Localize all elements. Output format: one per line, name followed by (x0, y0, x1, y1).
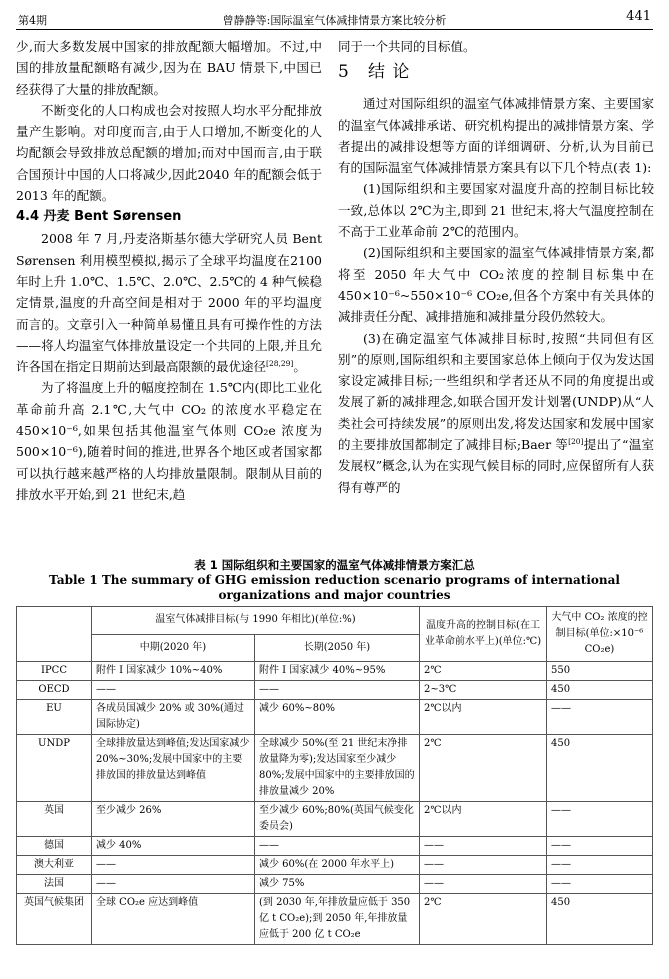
table-cell: —— (547, 837, 653, 856)
paragraph-text: 提出了“温室发展权”概念,认为在实现气候目标的同时,应保留所有人获得有尊严的 (338, 437, 654, 495)
table-cell: 减少 60%(在 2000 年水平上) (255, 856, 420, 875)
table-cell: 全球排放量达到峰值;发达国家减少 20%~30%;发展中国家中的主要排放国的排放量达到峰值 (92, 735, 255, 802)
paragraph (338, 328, 654, 498)
right-column (338, 36, 654, 498)
paragraph (16, 228, 322, 377)
section-number: 5 (338, 62, 350, 83)
header-temperature: 温度升高的控制目标(在工业革命前水平上)(单位:℃) (420, 607, 547, 662)
table-cell: 至少减少 60%;80%(英国气候变化委员会) (255, 802, 420, 837)
table-cell: 2℃ (420, 662, 547, 681)
table-cell: 附件 I 国家减少 10%~40% (92, 662, 255, 681)
table-cell: —— (547, 856, 653, 875)
table-cell: 2~3℃ (420, 681, 547, 700)
table-row (17, 681, 653, 700)
table-cell: 2℃ (420, 894, 547, 945)
table-caption-en-line: organizations and major countries (218, 588, 451, 602)
table-row (17, 856, 653, 875)
header-blank (17, 607, 92, 662)
table-row (17, 894, 653, 945)
page-number: 441 (626, 9, 651, 24)
header-midterm: 中期(2020 年) (92, 634, 255, 662)
paragraph: 通过对国际组织的温室气体减排情景方案、主要国家的温室气体减排承诺、研究机构提出的减排情景方案、学者提出的减排设想等方面的详细调研、分析,认为目前已有的国际温室气体减排情景方案具有以下几个特点(表 1): (338, 96, 654, 176)
table-cell: —— (255, 837, 420, 856)
header-reduction-target: 温室气体减排目标(与 1990 年相比)(单位:%) (92, 607, 420, 635)
table-cell: 450 (547, 681, 653, 700)
table-cell: (到 2030 年,年排放量应低于 350 亿 t CO₂e);到 2050 年,年排放量应低于 200 亿 t CO₂e (255, 894, 420, 945)
table-cell: 全球 CO₂e 应达到峰值 (92, 894, 255, 945)
row-label: 德国 (17, 837, 92, 856)
table-cell: 2℃以内 (420, 700, 547, 735)
scenario-table (16, 606, 653, 945)
table-cell: —— (255, 681, 420, 700)
citation-ref: [28,29] (266, 359, 294, 368)
table-caption-cn: 表 1 国际组织和主要国家的温室气体减排情景方案汇总 (194, 558, 475, 572)
paragraph-text: (3)在确定温室气体减排目标时,按照“共同但有区别”的原则,国际组织和主要国家总体上倾向于仅为发达国家设定减排目标;一些组织和学者还从不同的角度提出或发展了新的减排理念,如联合国开发计划署(UNDP)从“人类社会可持续发展”的原则出发,将发达国家和发展中国家的主要排放国都制定了减排目标;Baer 等 (338, 330, 654, 453)
table-cell: —— (92, 875, 255, 894)
table-cell: —— (547, 802, 653, 837)
paragraph: 少,而大多数发展中国家的排放配额大幅增加。不过,中国的排放量配额略有减少,因为在 BAU 情景下,中国已经获得了大量的排放配额。 (16, 39, 322, 97)
table-row (17, 802, 653, 837)
row-label: 英国气候集团 (17, 894, 92, 945)
row-label: 英国 (17, 802, 92, 837)
table-caption-en-line: Table 1 The summary of GHG emission reduction scenario programs of international (49, 573, 620, 587)
table-cell: 减少 60%~80% (255, 700, 420, 735)
table-body (17, 662, 653, 945)
row-label: 澳大利亚 (17, 856, 92, 875)
row-label: UNDP (17, 735, 92, 802)
table-cell: —— (420, 837, 547, 856)
table-cell: —— (420, 875, 547, 894)
paragraph-text: 2008 年 7 月,丹麦洛斯基尔德大学研究人员 Bent Sørensen 利用模型模拟,揭示了全球平均温度在2100 年时上升 1.0℃、1.5℃、2.0℃、2.5℃的 4 种气候稳定情景,温度的升高空间是相对于 2000 年的平均温度而言的。文章引入一种简单易懂且具有可操作性的方法——将人均温室气体排放量设定一个共同的上限,并且允许各国在指定日期前达到最高限额的最优途径 (16, 231, 322, 375)
table-row (17, 700, 653, 735)
paragraph: 同于一个共同的目标值。 (338, 39, 476, 54)
citation-ref: [20] (568, 436, 584, 446)
header-longterm: 长期(2050 年) (255, 634, 420, 662)
left-column (16, 36, 322, 505)
table-cell: 附件 I 国家减少 40%~95% (255, 662, 420, 681)
row-label: OECD (17, 681, 92, 700)
row-label: EU (17, 700, 92, 735)
paragraph: (1)国际组织和主要国家对温度升高的控制目标比较一致,总体以 2℃为主,即到 21 世纪末,将大气温度控制在不高于工业革命前 2℃的范围内。 (338, 181, 654, 240)
table-cell: —— (420, 856, 547, 875)
page-header (16, 9, 653, 27)
issue-label: 第4期 (18, 14, 47, 27)
table-cell: —— (547, 700, 653, 735)
table-cell: 减少 75% (255, 875, 420, 894)
table-cell: 450 (547, 735, 653, 802)
table-row (17, 837, 653, 856)
table-cell: —— (547, 875, 653, 894)
table-caption-en (16, 573, 653, 603)
table-cell: —— (92, 681, 255, 700)
paragraph: 为了将温度上升的幅度控制在 1.5℃内(即比工业化革命前升高 2.1℃,大气中 CO₂ 的浓度水平稳定在 450×10⁻⁶,如果包括其他温室气体则 CO₂e 浓度为 500×10⁻⁶),随着时间的推进,世界各个地区或者国家都可以执行越来越严格的人均排放量限制。限制从目前的排放水平开始,到 21 世纪末,趋 (16, 380, 322, 502)
table-row (17, 875, 653, 894)
table-cell: —— (92, 856, 255, 875)
paragraph-text: 。 (293, 359, 306, 375)
section-title: 结 论 (368, 62, 411, 83)
table-row (17, 662, 653, 681)
table-cell: 减少 40% (92, 837, 255, 856)
section-heading-5 (338, 57, 654, 87)
row-label: 法国 (17, 875, 92, 894)
row-label: IPCC (17, 662, 92, 681)
table-row (17, 735, 653, 802)
table-cell: 至少减少 26% (92, 802, 255, 837)
table-cell: 2℃ (420, 735, 547, 802)
table-cell: 全球减少 50%(至 21 世纪末净排放量降为零);发达国家至少减少 80%;发展中国家中的主要排放国的排放量减少 20% (255, 735, 420, 802)
table-cell: 550 (547, 662, 653, 681)
header-rule (16, 29, 653, 30)
table-cell: 2℃以内 (420, 802, 547, 837)
paragraph: (2)国际组织和主要国家的温室气体减排情景方案,都将至 2050 年大气中 CO₂浓度的控制目标集中在450×10⁻⁶~550×10⁻⁶ CO₂e,但各个方案中有关具体的减排责任分配、减排措施和减排量分段仍然较大。 (338, 245, 654, 325)
paragraph: 不断变化的人口构成也会对按照人均水平分配排放量产生影响。对印度而言,由于人口增加,不断变化的人均配额会导致排放总配额的增加;而对中国而言,由于联合国预计中国的人口将减少,因此2040 年的配额会低于 2013 年的配额。 (16, 102, 322, 204)
running-title: 曾静静等:国际温室气体减排情景方案比较分析 (222, 14, 447, 27)
table-cell: 450 (547, 894, 653, 945)
section-heading-4-4: 4.4 丹麦 Bent Sørensen (16, 209, 182, 225)
table-cell: 各成员国减少 20% 或 30%(通过国际协定) (92, 700, 255, 735)
header-co2: 大气中 CO₂ 浓度的控制目标(单位:×10⁻⁶ CO₂e) (547, 607, 653, 662)
